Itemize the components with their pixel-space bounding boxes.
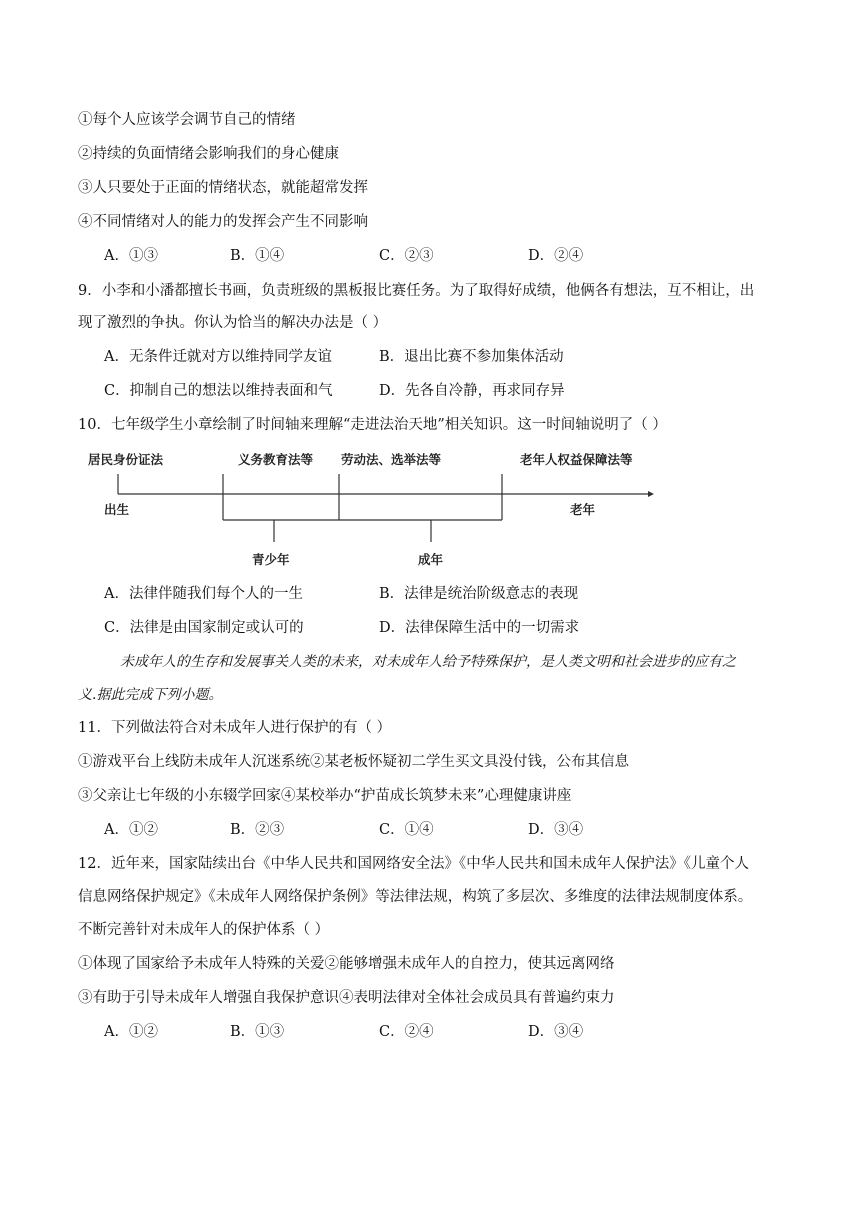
q11-statement-line-2: ③父亲让七年级的小东辍学回家④某校举办“护苗成长筑梦未来”心理健康讲座 — [78, 788, 572, 804]
q9-option-a: A．无条件迁就对方以维持同学友谊 — [104, 349, 332, 365]
q8-statement-3: ③人只要处于正面的情绪状态，就能超常发挥 — [78, 180, 368, 196]
law-timeline-figure — [88, 446, 668, 586]
q9-option-d: D．先各自冷静，再求同存异 — [379, 383, 565, 399]
timeline-label-adult: 成年 — [418, 552, 444, 567]
q9-option-b: B．退出比赛不参加集体活动 — [379, 349, 564, 365]
timeline-label-youth: 青少年 — [252, 552, 290, 567]
timeline-arrow-icon — [648, 491, 654, 497]
q11-option-a: A．①② — [104, 822, 158, 838]
q12-stem-line-1: 12．近年来，国家陆续出台《中华人民共和国网络安全法》《中华人民共和国未成年人保护法》《儿童个人 — [78, 856, 749, 872]
q11-option-b: B．②③ — [230, 822, 285, 838]
q9-option-c: C．抑制自己的想法以维持表面和气 — [104, 383, 333, 399]
q11-stem: 11．下列做法符合对未成年人进行保护的有（ ） — [78, 720, 392, 736]
q11-option-c: C．①④ — [379, 822, 434, 838]
timeline-label-education-law: 义务教育法等 — [238, 452, 314, 467]
q8-statement-2: ②持续的负面情绪会影响我们的身心健康 — [78, 146, 339, 162]
q10-option-d: D．法律保障生活中的一切需求 — [379, 620, 580, 636]
timeline-label-birth: 出生 — [104, 502, 130, 517]
q8-option-d: D．②④ — [528, 248, 584, 264]
q11-option-d: D．③④ — [528, 822, 584, 838]
passage-line-2: 义.据此完成下列小题。 — [78, 687, 223, 703]
q12-stem-line-2: 信息网络保护规定》《未成年人网络保护条例》等法律法规，构筑了多层次、多维度的法律法规制度体系。 — [78, 889, 753, 905]
q11-statement-line-1: ①游戏平台上线防未成年人沉迷系统②某老板怀疑初二学生买文具没付钱，公布其信息 — [78, 754, 629, 770]
q8-statement-1: ①每个人应该学会调节自己的情绪 — [78, 112, 296, 128]
timeline-label-elderly: 老年 — [570, 502, 596, 517]
q8-option-b: B．①④ — [230, 248, 285, 264]
q12-option-b: B．①③ — [230, 1024, 285, 1040]
q8-statement-4: ④不同情绪对人的能力的发挥会产生不同影响 — [78, 214, 368, 230]
q10-option-b: B．法律是统治阶级意志的表现 — [379, 586, 579, 602]
q9-stem-line-1: 9．小李和小潘都擅长书画，负责班级的黑板报比赛任务。为了取得好成绩，他俩各有想法，互不相让，出 — [78, 283, 755, 299]
timeline-label-id-card-law: 居民身份证法 — [88, 452, 164, 467]
passage-line-1: 未成年人的生存和发展事关人类的未来，对未成年人给予特殊保护，是人类文明和社会进步的应有之 — [120, 654, 736, 670]
q12-statement-line-1: ①体现了国家给予未成年人特殊的关爱②能够增强未成年人的自控力，使其远离网络 — [78, 956, 615, 972]
q12-stem-line-3: 不断完善针对未成年人的保护体系（ ） — [78, 922, 330, 938]
q10-option-c: C．法律是由国家制定或认可的 — [104, 620, 304, 636]
timeline-label-labor-law: 劳动法、选举法等 — [341, 452, 442, 467]
timeline-label-elderly-law: 老年人权益保障法等 — [520, 452, 633, 467]
q12-option-c: C．②④ — [379, 1024, 434, 1040]
q8-option-a: A．①③ — [104, 248, 158, 264]
q8-option-c: C．②③ — [379, 248, 434, 264]
q12-option-a: A．①② — [104, 1024, 158, 1040]
q9-stem-line-2: 现了激烈的争执。你认为恰当的解决办法是（ ） — [78, 315, 388, 331]
q10-option-a: A．法律伴随我们每个人的一生 — [104, 586, 303, 602]
q12-statement-line-2: ③有助于引导未成年人增强自我保护意识④表明法律对全体社会成员具有普遍约束力 — [78, 990, 615, 1006]
q10-stem: 10．七年级学生小章绘制了时间轴来理解“走进法治天地”相关知识。这一时间轴说明了（ ） — [78, 417, 667, 433]
q12-option-d: D．③④ — [528, 1024, 584, 1040]
